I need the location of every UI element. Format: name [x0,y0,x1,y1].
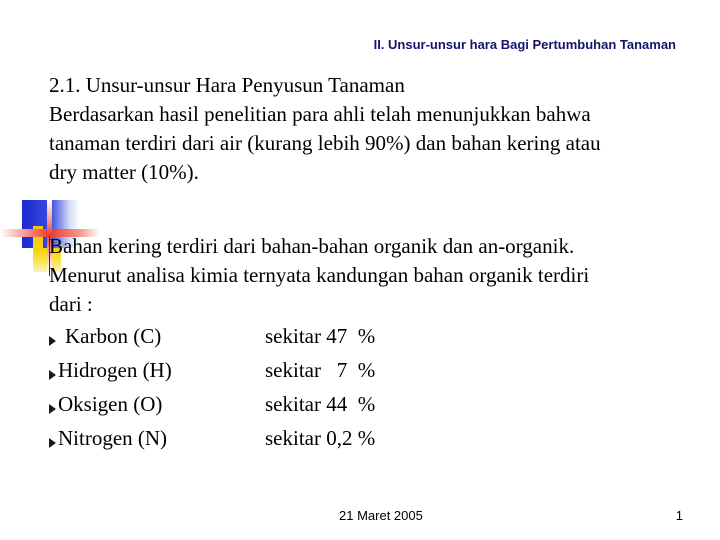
list-item [49,392,449,426]
paragraph-line: tanaman terdiri dari air (kurang lebih 90%) dan bahan kering atau [49,131,601,155]
list-item [49,426,449,460]
paragraph-intro [49,71,699,187]
element-value: sekitar 7 % [265,358,376,382]
element-value: sekitar 44 % [265,392,376,416]
paragraph-line: Berdasarkan hasil penelitian para ahli telah menunjukkan bahwa [49,102,591,126]
section-heading: 2.1. Unsur-unsur Hara Penyusun Tanaman [49,73,405,97]
triangle-bullet-icon [49,370,56,380]
triangle-bullet-icon [49,404,56,414]
list-item [49,358,449,392]
element-value: sekitar 47 % [265,324,376,348]
page-number: 1 [675,508,683,523]
triangle-bullet-icon [49,438,56,448]
footer-date: 21 Maret 2005 [339,508,423,523]
triangle-bullet-icon [49,336,56,346]
element-list [49,324,449,460]
element-name: Karbon (C) [65,324,162,348]
paragraph-line: Bahan kering terdiri dari bahan-bahan organik dan an-organik. [49,234,575,258]
element-name: Hidrogen (H) [58,358,172,382]
paragraph-line: dry matter (10%). [49,160,199,184]
paragraph-line: Menurut analisa kimia ternyata kandungan bahan organik terdiri [49,263,590,287]
paragraph-line: dari : [49,292,93,316]
list-item [49,324,449,358]
element-name: Oksigen (O) [58,392,163,416]
slide-header-title: II. Unsur-unsur hara Bagi Pertumbuhan Tanaman [373,37,676,52]
paragraph-dry-matter [49,232,699,319]
element-name: Nitrogen (N) [58,426,168,450]
element-value: sekitar 0,2 % [265,426,376,450]
